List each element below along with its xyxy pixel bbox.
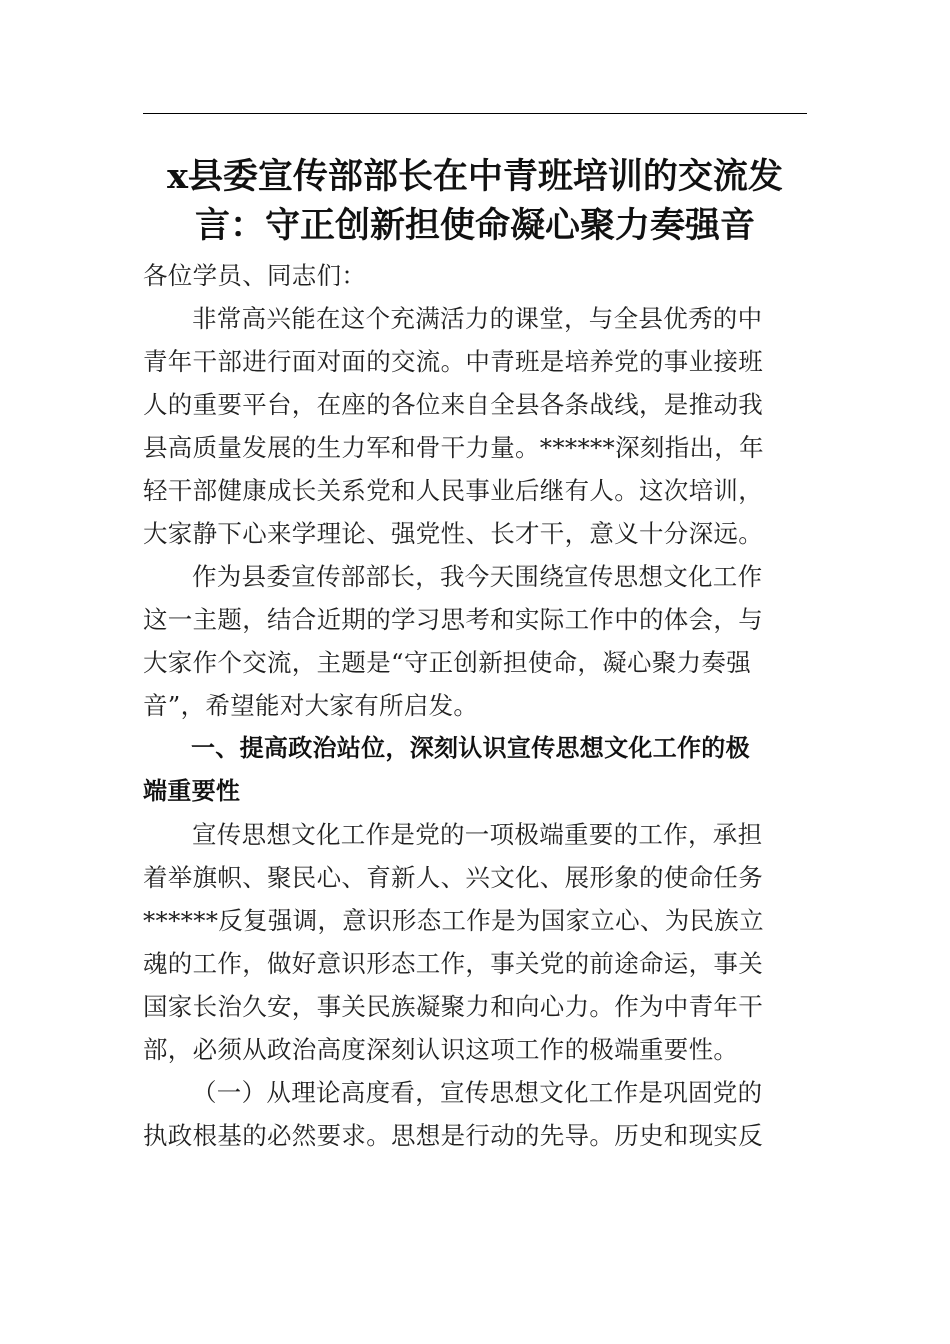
header-rule [143, 113, 807, 114]
title-line-1: x县委宣传部部长在中青班培训的交流发 [167, 156, 783, 197]
text-line: （一）从理论高度看，宣传思想文化工作是巩固党的 [192, 1078, 763, 1107]
heading-line: 一、提高政治站位，深刻认识宣传思想文化工作的极 [191, 734, 750, 762]
text-line: 轻干部健康成长关系党和人民事业后继有人。这次培训， [143, 476, 763, 505]
document-body [143, 254, 807, 1157]
text-line: 大家作个交流，主题是“守正创新担使命，凝心聚力奏强 [143, 648, 752, 677]
text-line: 大家静下心来学理论、强党性、长才干，意义十分深远。 [143, 519, 763, 548]
text-line: 着举旗帜、聚民心、育新人、兴文化、展形象的使命任务 [143, 863, 763, 892]
text-line: 人的重要平台，在座的各位来自全县各条战线，是推动我 [143, 390, 763, 419]
title-line-2: 言：守正创新担使命凝心聚力奏强音 [194, 205, 755, 246]
text-line: 部，必须从政治高度深刻认识这项工作的极端重要性。 [143, 1035, 739, 1064]
text-line: 魂的工作，做好意识形态工作，事关党的前途命运，事关 [143, 949, 763, 978]
document-title [143, 152, 807, 250]
text-line: 作为县委宣传部部长，我今天围绕宣传思想文化工作 [192, 562, 763, 591]
paragraph-4 [143, 1071, 807, 1157]
text-line: 这一主题，结合近期的学习思考和实际工作中的体会，与 [143, 605, 763, 634]
paragraph-3 [143, 813, 807, 1071]
section-heading-1 [143, 727, 807, 813]
text-line: 非常高兴能在这个充满活力的课堂，与全县优秀的中 [192, 304, 763, 333]
salutation: 各位学员、同志们： [143, 261, 367, 290]
text-line: 青年干部进行面对面的交流。中青班是培养党的事业接班 [143, 347, 763, 376]
text-line: 国家长治久安，事关民族凝聚力和向心力。作为中青年干 [143, 992, 763, 1021]
text-line: 音”，希望能对大家有所启发。 [143, 691, 479, 720]
heading-line: 端重要性 [143, 777, 241, 805]
text-line: 宣传思想文化工作是党的一项极端重要的工作，承担 [192, 820, 763, 849]
text-line: ******反复强调，意识形态工作是为国家立心、为民族立 [143, 906, 764, 935]
text-line: 执政根基的必然要求。思想是行动的先导。历史和现实反 [143, 1121, 763, 1150]
paragraph-1 [143, 297, 807, 555]
paragraph-2 [143, 555, 807, 727]
text-line: 县高质量发展的生力军和骨干力量。******深刻指出，年 [143, 433, 764, 462]
